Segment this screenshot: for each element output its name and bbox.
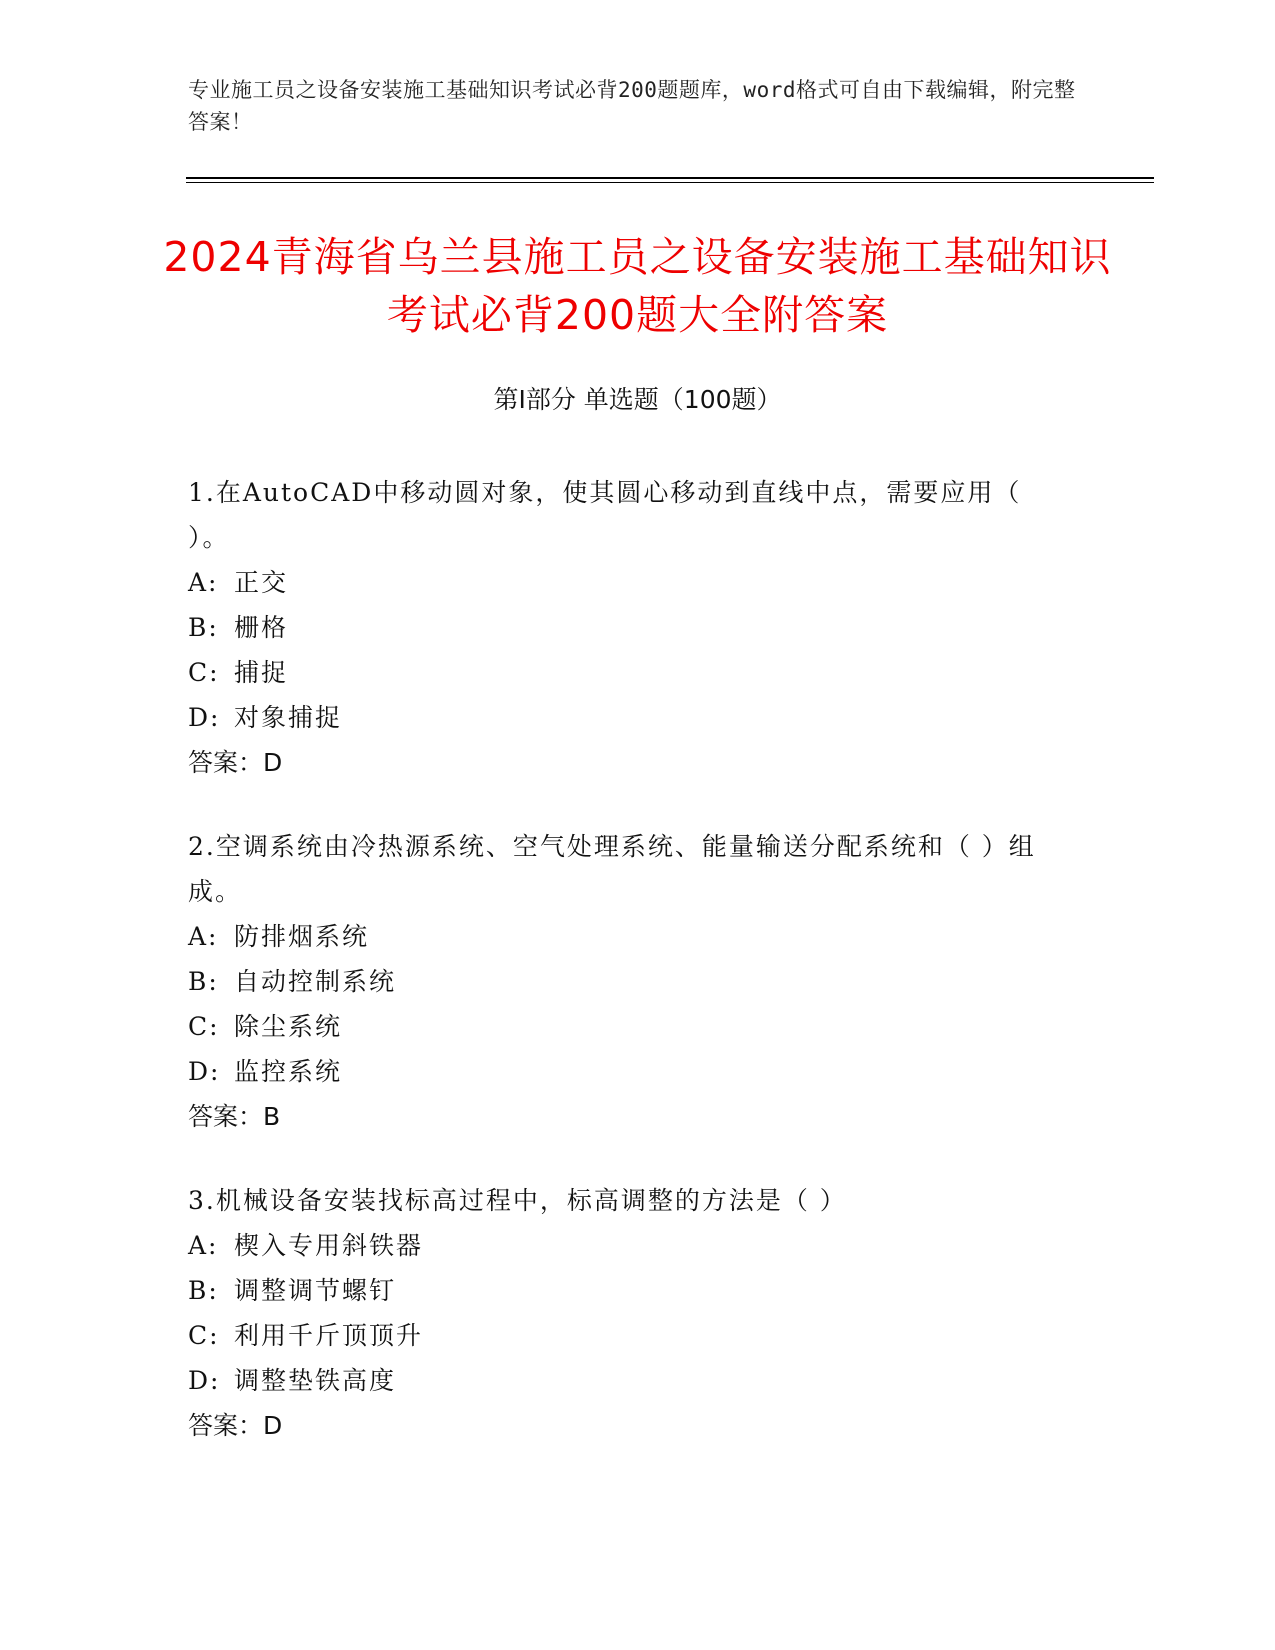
option-key: A: xyxy=(188,568,219,597)
option-d xyxy=(188,695,1068,740)
option-c xyxy=(188,1313,1068,1358)
option-text: 栅格 xyxy=(234,613,289,642)
answer-line: 答案：D xyxy=(188,748,283,777)
question-text: 3.机械设备安装找标高过程中，标高调整的方法是（ ） xyxy=(188,1186,847,1215)
option-b xyxy=(188,959,1068,1004)
option-a xyxy=(188,1223,1068,1268)
option-d xyxy=(188,1049,1068,1094)
option-text: 自动控制系统 xyxy=(234,967,397,996)
section-title: 第Ⅰ部分 单选题（100题） xyxy=(493,385,782,414)
option-text: 楔入专用斜铁器 xyxy=(234,1231,424,1260)
option-a xyxy=(188,914,1068,959)
answer-line: 答案：B xyxy=(188,1102,281,1131)
option-b xyxy=(188,1268,1068,1313)
option-key: A: xyxy=(188,922,219,951)
option-text: 调整垫铁高度 xyxy=(234,1366,397,1395)
option-key: C: xyxy=(188,1012,220,1041)
option-d xyxy=(188,1358,1068,1403)
option-key: B: xyxy=(188,613,219,642)
option-b xyxy=(188,605,1068,650)
option-text: 监控系统 xyxy=(234,1057,343,1086)
option-c xyxy=(188,1004,1068,1049)
option-key: D: xyxy=(188,1057,221,1086)
option-text: 利用千斤顶顶升 xyxy=(234,1321,424,1350)
question-3 xyxy=(188,1178,1068,1448)
option-text: 防排烟系统 xyxy=(234,922,370,951)
question-2 xyxy=(188,824,1068,1139)
option-text: 捕捉 xyxy=(234,658,289,687)
option-key: D: xyxy=(188,703,221,732)
question-text: 2.空调系统由冷热源系统、空气处理系统、能量输送分配系统和（ ）组成。 xyxy=(188,832,1036,906)
option-key: C: xyxy=(188,658,220,687)
header-divider-thin xyxy=(186,182,1154,183)
option-text: 正交 xyxy=(234,568,289,597)
question-text: 1.在AutoCAD中移动圆对象，使其圆心移动到直线中点，需要应用（ ）。 xyxy=(188,478,1022,552)
option-a xyxy=(188,560,1068,605)
option-text: 对象捕捉 xyxy=(234,703,343,732)
header-note: 专业施工员之设备安装施工基础知识考试必背200题题库，word格式可自由下载编辑，附完整答案！ xyxy=(188,78,1076,134)
option-key: B: xyxy=(188,1276,219,1305)
question-1 xyxy=(188,470,1068,785)
answer-line: 答案：D xyxy=(188,1411,283,1440)
option-text: 调整调节螺钉 xyxy=(234,1276,397,1305)
header-divider-thick xyxy=(186,177,1154,179)
document-title: 2024青海省乌兰县施工员之设备安装施工基础知识考试必背200题大全附答案 xyxy=(163,233,1112,339)
option-key: D: xyxy=(188,1366,221,1395)
option-c xyxy=(188,650,1068,695)
option-key: A: xyxy=(188,1231,219,1260)
option-key: B: xyxy=(188,967,219,996)
option-text: 除尘系统 xyxy=(234,1012,343,1041)
question-list xyxy=(188,470,1068,1487)
option-key: C: xyxy=(188,1321,220,1350)
